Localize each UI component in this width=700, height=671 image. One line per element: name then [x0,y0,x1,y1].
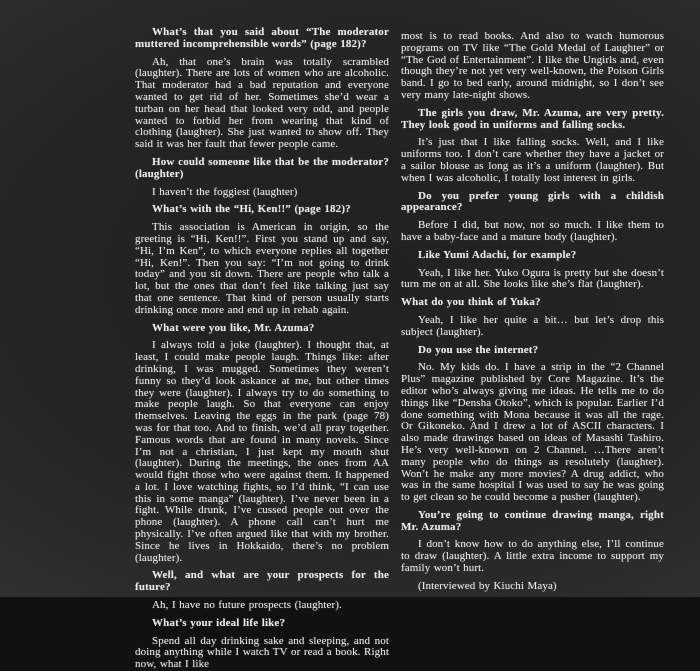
question-text: The girls you draw, Mr. Azuma, are very pretty. They look good in uniforms and falling socks. [401,106,664,131]
answer-text: Yeah, I like her quite a bit… but let’s drop this subject (laughter). [401,313,664,338]
answer-text: Ah, that one’s brain was totally scrambled (laughter). There are lots of women who are alcoholic. That moderator had a bad reputation and everyone wanted to get rid of her. Sometimes she’d wear a turban on her head that looked very odd, and people wanted to forbid her from wearing that kind of clothing (laughter). She just wanted to show off. They said it was her fault that fewer people came. [135,55,389,151]
answer-text: I always told a joke (laughter). I thought that, at least, I could make people laugh. Things like: after drinking, I was mugged. Sometimes they weren’t funny so they’d look askance at me, but other times they were (laughter). I always try to do something to make people laugh. So that everyone can enjoy themselves. Leaving the eggs in the park (page 78) was for that too. And to finish, we’d all pray together. Famous words that are found in many novels. Since I’m not a christian, I just kept my mouth shut (laughter). During the meetings, the ones from AA would fight those who were against them. It happened a lot. I love watching fights, so I’d think, “I can use this in some manga” (laughter). I’ve never been in a fight. While drunk, I’ve cussed people out over the phone (laughter). A phone call can’t hurt me physically. I’ve often argued like that with my brother. Since he lives in Hokkaido, there’s no problem (laughter). [135,339,389,564]
left-column [135,0,389,671]
interview-credit: (Interviewed by Kiuchi Maya) [418,579,557,592]
answer-text: Yeah, I like her. Yuko Ogura is pretty but she doesn’t turn me on at all. She looks like she’s flat (laughter). [401,266,664,291]
answer-text: Spend all day drinking sake and sleeping, and not doing anything while I watch TV or read a book. Right now, what I like [135,634,389,671]
question-text: What’s with the “Hi, Ken!!” (page 182)? [152,203,351,216]
answer-text: Before I did, but now, not so much. I like them to have a baby-face and a mature body (laughter). [401,219,664,243]
question-text: Well, and what are your prospects for the future? [135,569,389,594]
answer-text: This association is American in origin, so the greeting is “Hi, Ken!!”. First you stand up and say, “Hi, I’m Ken”, to which everyone replies all together “Hi, Ken!”. Then you say: “I’m not going to drink today” and you sit down. There are people who talk a lot, but the ones that don’t feel like talking just say that one sentence. That kind of person usually starts drinking once more and end up in rehab again. [135,221,389,316]
answer-text: I haven’t the foggiest (laughter) [152,185,298,198]
question-text: Like Yumi Adachi, for example? [418,248,577,261]
answer-text: I don’t know how to do anything else, I’ll continue to draw (laughter). A little extra income to support my family won’t hurt. [401,538,664,575]
question-text: What’s that you said about “The moderator muttered incomprehensible words” (page 182)? [135,26,389,50]
answer-text: It’s just that I like falling socks. Well, and I like uniforms too. I don’t care whether they have a jacket or a sailor blouse as long as it’s a uniform (laughter). But when I was alcoholic, I totally lost interest in girls. [401,136,664,184]
question-text: Do you use the internet? [418,343,539,356]
answer-text: No. My kids do. I have a strip in the “2 Channel Plus” magazine published by Core Magazine. It’s the editor who’s always giving me ideas. He tells me to do things like “Densha Otoko”, which is popular. Earlier I’d done something with Mona because it was all the rage. Or Gikoneko. And I drew a lot of ASCII characters. I also made drawings based on ideas of Masashi Tashiro. He’s very well-known on 2 Channel. …There aren’t many people who do things as resolutely (laughter). Won’t he make any more movies? A drug addict, who was in the same hospital I was used to say he was going to get clean so he could become a pusher (laughter). [401,361,664,504]
answer-text: Ah, I have no future prospects (laughter). [152,599,342,612]
question-text: What’s your ideal life like? [152,616,286,629]
question-text: What do you think of Yuka? [401,296,541,309]
right-column [401,0,664,593]
question-text: Do you prefer young girls with a childish appearance? [401,189,664,214]
question-text: What were you like, Mr. Azuma? [152,321,315,334]
question-text: How could someone like that be the moderator? (laughter) [135,155,389,180]
question-text: You’re going to continue drawing manga, right Mr. Azuma? [401,508,664,533]
answer-continuation-text: most is to read books. And also to watch humorous programs on TV like “The Gold Medal of Laughter” or “The God of Entertainment”. I like the Ungirls and, even though they’re not yet very well-known, the Poison Girls band. I go to bed early, around midnight, so I don’t see very many late-night shows. [401,30,664,101]
